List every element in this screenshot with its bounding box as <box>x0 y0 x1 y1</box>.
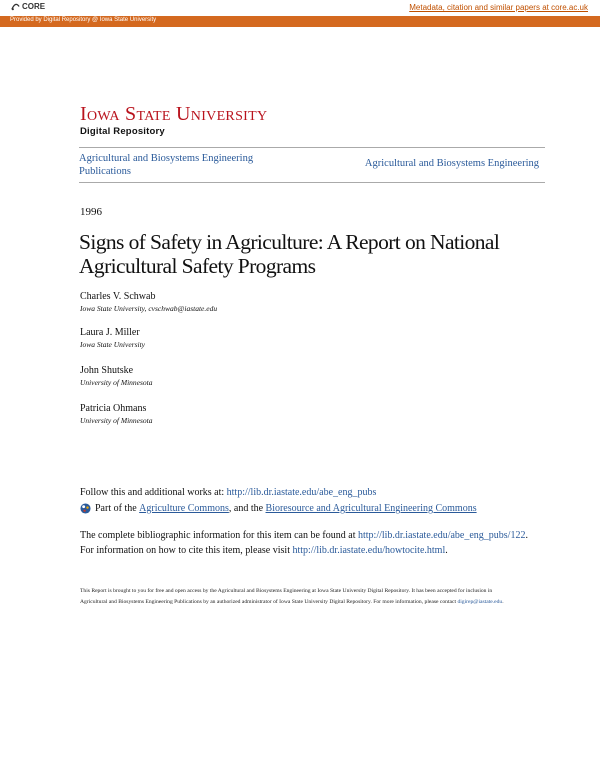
follow-prefix: Follow this and additional works at: <box>80 487 227 498</box>
author-affiliation: Iowa State University <box>80 340 145 349</box>
paper-title: Signs of Safety in Agriculture: A Report on National Agricultural Safety Programs <box>79 230 500 278</box>
follow-line <box>80 487 376 498</box>
publication-year: 1996 <box>80 206 102 218</box>
partof-prefix: Part of the <box>95 503 137 514</box>
core-icon <box>11 2 20 11</box>
network-icon <box>80 503 91 514</box>
core-top-bar <box>0 0 600 16</box>
follow-link[interactable]: http://lib.dr.iastate.edu/abe_eng_pubs <box>226 487 377 498</box>
item-link[interactable]: http://lib.dr.iastate.edu/abe_eng_pubs/122 <box>357 530 526 541</box>
isu-logo <box>80 104 267 137</box>
author-entry <box>80 291 217 314</box>
core-metadata-link[interactable]: Metadata, citation and similar papers at core.ac.uk <box>409 3 588 12</box>
author-name: Laura J. Miller <box>80 327 140 338</box>
bioresource-commons-link[interactable]: Bioresource and Agricultural Engineering Commons <box>265 503 477 514</box>
author-name: Patricia Ohmans <box>80 403 147 414</box>
agriculture-commons-link[interactable]: Agriculture Commons <box>139 503 229 514</box>
isu-name: Iowa State University <box>80 103 268 125</box>
author-entry <box>80 403 153 426</box>
partof-middle: , and the <box>228 503 264 514</box>
biblio-suffix: . <box>445 545 448 556</box>
provided-by-bar <box>0 16 600 27</box>
author-affiliation: University of Minnesota <box>80 416 153 425</box>
author-entry <box>80 365 153 388</box>
core-logo-label: CORE <box>22 2 46 11</box>
author-affiliation: Iowa State University, cvschwab@iastate.edu <box>80 304 218 313</box>
author-name: John Shutske <box>80 365 134 376</box>
author-affiliation: University of Minnesota <box>80 378 153 387</box>
collection-publications-link[interactable]: Agricultural and Biosystems Engineering Publications <box>79 153 254 177</box>
partof-line <box>80 503 477 514</box>
provided-by-text: Provided by Digital Repository @ Iowa State University <box>10 17 157 23</box>
access-statement-text: This Report is brought to you for free and open access by the Agricultural and Biosystems Engineering at Iowa State University Digital Repository. It has been accepted for inclusion in Agricultural and Biosystems Engineering Publications by an authorized administrator of Iowa State University Digital Repository. For more information, please contact <box>80 588 493 605</box>
isu-repository-label: Digital Repository <box>80 126 165 137</box>
biblio-middle: . For information on how to cite this item, please visit <box>80 530 528 556</box>
bibliographic-info <box>80 528 530 558</box>
contact-email-link[interactable]: digirep@iastate.edu <box>457 598 503 605</box>
core-logo[interactable] <box>11 2 45 11</box>
access-statement-suffix: . <box>502 598 504 605</box>
author-name: Charles V. Schwab <box>80 291 156 302</box>
howtocite-link[interactable]: http://lib.dr.iastate.edu/howtocite.html <box>292 545 446 556</box>
access-statement <box>80 586 520 607</box>
author-entry <box>80 327 145 350</box>
biblio-prefix: The complete bibliographic information for this item can be found at <box>80 530 358 541</box>
collection-box <box>79 147 545 183</box>
collection-department-link[interactable]: Agricultural and Biosystems Engineering <box>364 158 539 169</box>
